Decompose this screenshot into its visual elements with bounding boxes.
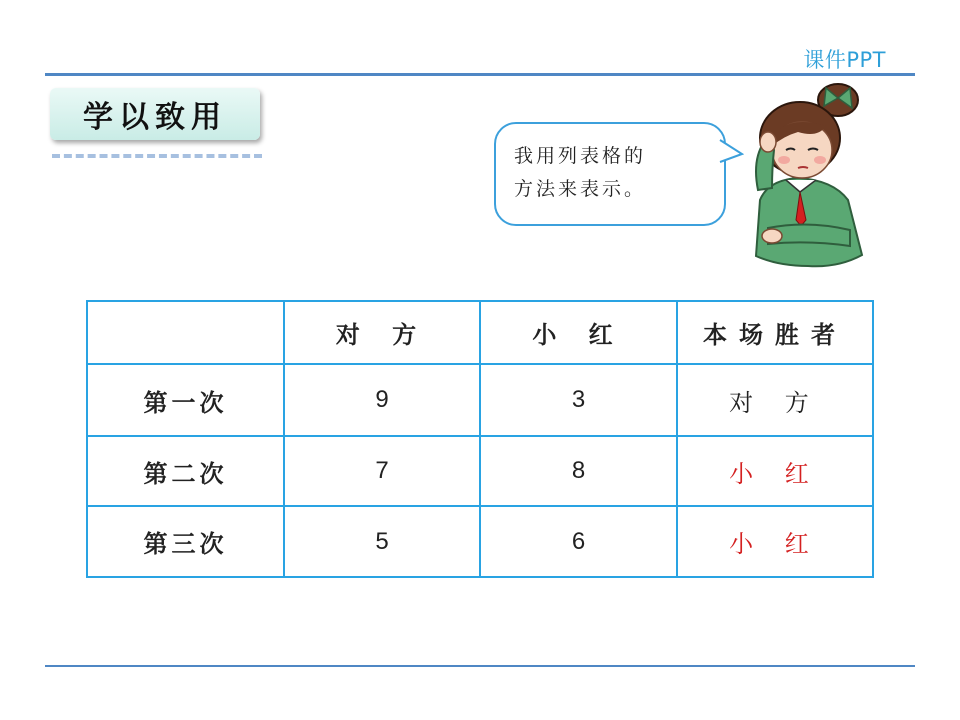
header-cell-empty bbox=[87, 301, 284, 364]
score-table bbox=[86, 300, 874, 578]
section-title: 学以致用 bbox=[83, 100, 227, 135]
row-label: 第一次 bbox=[87, 364, 284, 436]
speech-text bbox=[514, 140, 646, 206]
top-divider bbox=[45, 73, 915, 76]
xiaohong-score: 3 bbox=[480, 364, 677, 436]
row-label: 第二次 bbox=[87, 436, 284, 506]
table-row bbox=[87, 436, 873, 506]
opponent-score: 9 bbox=[284, 364, 480, 436]
speech-line-2: 方法来表示。 bbox=[514, 178, 647, 200]
speech-bubble bbox=[494, 122, 726, 226]
header-cell-winner: 本场胜者 bbox=[677, 301, 873, 364]
table-header-row bbox=[87, 301, 873, 364]
winner-cell: 对 方 bbox=[677, 364, 873, 436]
header-cell-xiaohong: 小 红 bbox=[480, 301, 677, 364]
row-label: 第三次 bbox=[87, 506, 284, 577]
xiaohong-score: 6 bbox=[480, 506, 677, 577]
xiaohong-score: 8 bbox=[480, 436, 677, 506]
winner-cell: 小 红 bbox=[677, 436, 873, 506]
table-row bbox=[87, 506, 873, 577]
winner-cell: 小 红 bbox=[677, 506, 873, 577]
bottom-divider bbox=[45, 665, 915, 667]
title-underline-dashes bbox=[52, 154, 262, 158]
header-cell-opponent: 对 方 bbox=[284, 301, 480, 364]
opponent-score: 7 bbox=[284, 436, 480, 506]
section-title-tab bbox=[50, 88, 260, 140]
brand-label: 课件PPT bbox=[803, 48, 886, 72]
table-row bbox=[87, 364, 873, 436]
thinking-girl-illustration bbox=[738, 80, 870, 270]
opponent-score: 5 bbox=[284, 506, 480, 577]
speech-line-1: 我用列表格的 bbox=[514, 145, 647, 167]
